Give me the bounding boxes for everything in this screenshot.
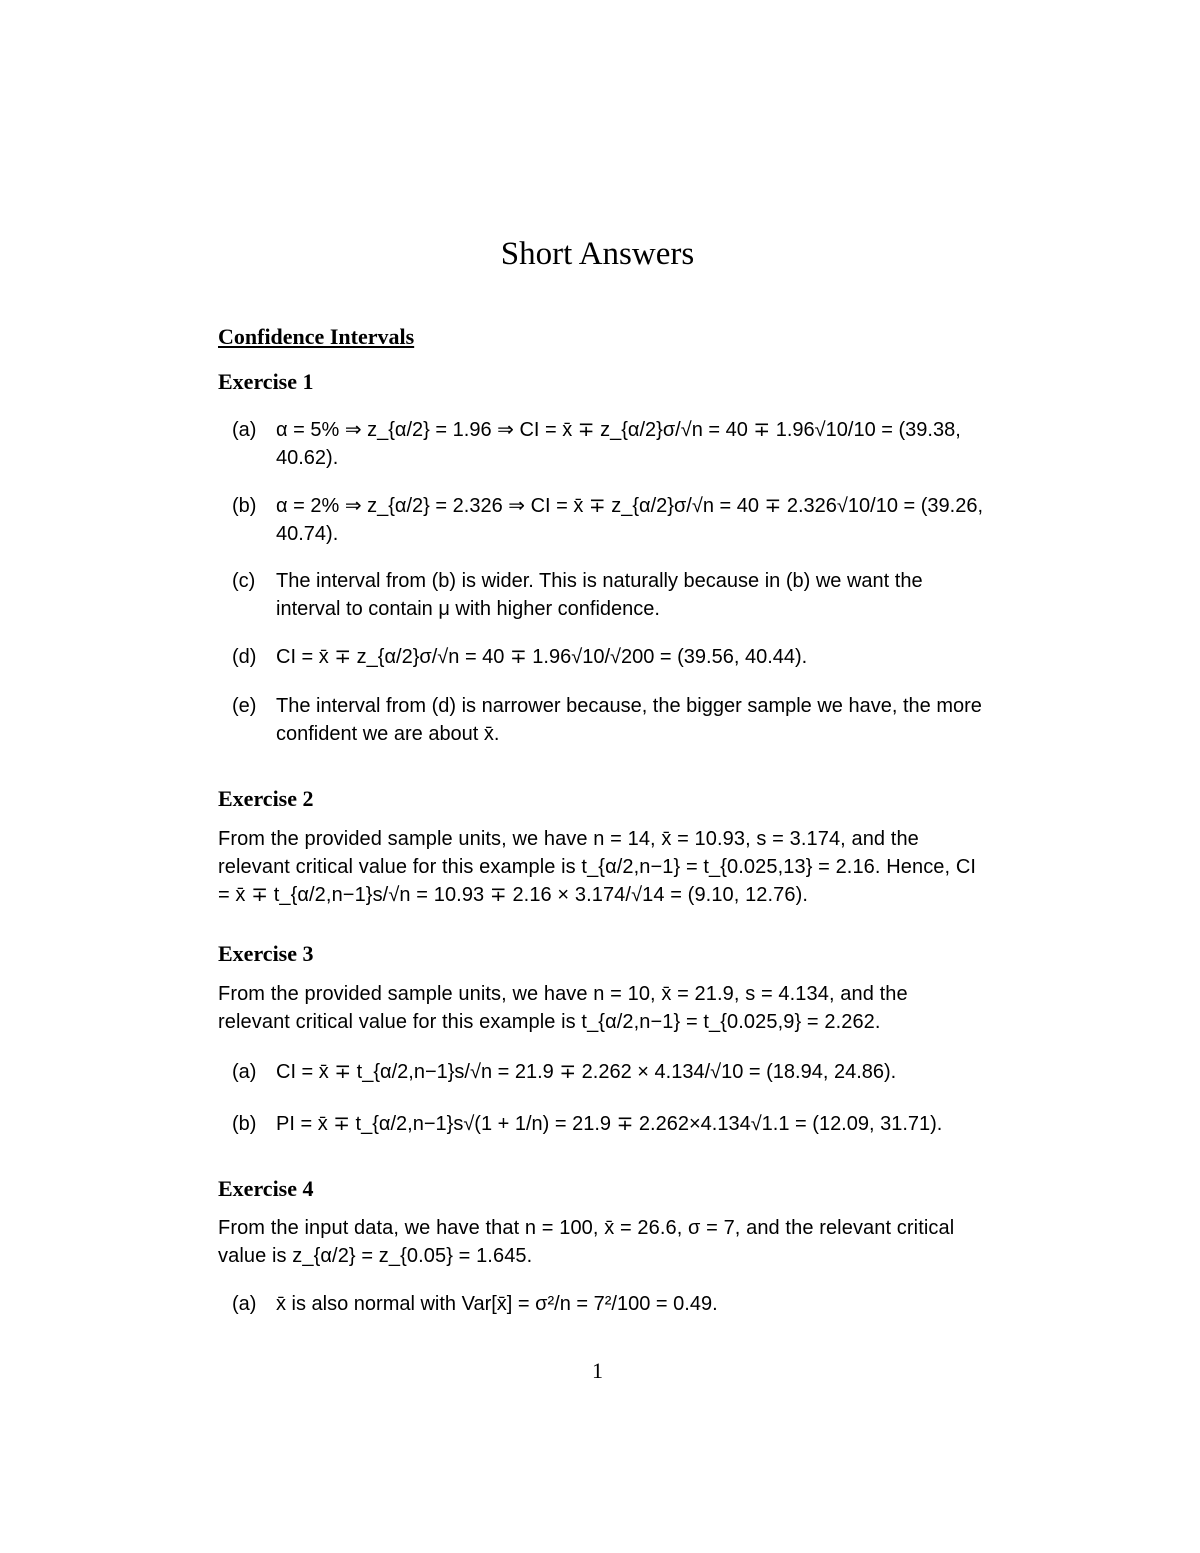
item-label: (a) <box>232 1293 257 1315</box>
item-label: (c) <box>232 570 256 592</box>
exercise-1-item-e <box>232 692 992 748</box>
page-number: 1 <box>592 1358 603 1383</box>
exercise-3-item-b <box>232 1110 992 1138</box>
exercise-1-heading: Exercise 1 <box>218 369 314 394</box>
item-text: The interval from (b) is wider. This is naturally because in (b) we want the interval to contain μ with higher confidence. <box>276 570 923 620</box>
item-text: α = 2% ⇒ z_{α/2} = 2.326 ⇒ CI = x̄ ∓ z_{α/2}σ/√n = 40 ∓ 2.326√10/10 = (39.26, 40.74). <box>276 495 984 545</box>
exercise-1-item-c <box>232 567 992 623</box>
item-label: (a) <box>232 1061 257 1083</box>
item-label: (b) <box>232 1113 257 1135</box>
exercise-4-paragraph: From the input data, we have that n = 100, x̄ = 26.6, σ = 7, and the relevant critical value is z_{α/2} = z_{0.05} = 1.645. <box>218 1217 955 1267</box>
item-label: (a) <box>232 419 257 441</box>
exercise-3-paragraph: From the provided sample units, we have n = 10, x̄ = 21.9, s = 4.134, and the relevant critical value for this example is t_{α/2,n−1} = t_{0.025,9} = 2.262. <box>218 983 908 1033</box>
exercise-3-item-a <box>232 1058 992 1086</box>
item-text: α = 5% ⇒ z_{α/2} = 1.96 ⇒ CI = x̄ ∓ z_{α/2}σ/√n = 40 ∓ 1.96√10/10 = (39.38, 40.62). <box>276 419 961 469</box>
item-text: CI = x̄ ∓ t_{α/2,n−1}s/√n = 21.9 ∓ 2.262 × 4.134/√10 = (18.94, 24.86). <box>276 1061 897 1083</box>
item-text: PI = x̄ ∓ t_{α/2,n−1}s√(1 + 1/n) = 21.9 ∓ 2.262×4.134√1.1 = (12.09, 31.71). <box>276 1113 943 1135</box>
item-text: x̄ is also normal with Var[x̄] = σ²/n = 7²/100 = 0.49. <box>276 1293 718 1315</box>
section-heading: Confidence Intervals <box>218 324 415 349</box>
exercise-2-paragraph: From the provided sample units, we have n = 14, x̄ = 10.93, s = 3.174, and the relevant critical value for this example is t_{α/2,n−1} = t_{0.025,13} = 2.16. Hence, CI = x̄ ∓ t_{α/2,n−1}s/√n = 10.93 ∓ 2.16 × 3.174/√14 = (9.10, 12.76). <box>218 828 977 906</box>
item-label: (e) <box>232 695 257 717</box>
item-label: (b) <box>232 495 257 517</box>
item-text: The interval from (d) is narrower because, the bigger sample we have, the more confident we are about x̄. <box>276 695 982 745</box>
exercise-2-heading: Exercise 2 <box>218 786 314 811</box>
exercise-4-heading: Exercise 4 <box>218 1176 314 1201</box>
item-label: (d) <box>232 646 257 668</box>
exercise-1-item-d <box>232 643 992 671</box>
exercise-3-heading: Exercise 3 <box>218 941 314 966</box>
exercise-1-item-a <box>232 416 992 472</box>
item-text: CI = x̄ ∓ z_{α/2}σ/√n = 40 ∓ 1.96√10/√200 = (39.56, 40.44). <box>276 646 808 668</box>
exercise-4-item-a <box>232 1290 992 1318</box>
exercise-1-item-b <box>232 492 992 548</box>
page-title: Short Answers <box>500 236 695 272</box>
